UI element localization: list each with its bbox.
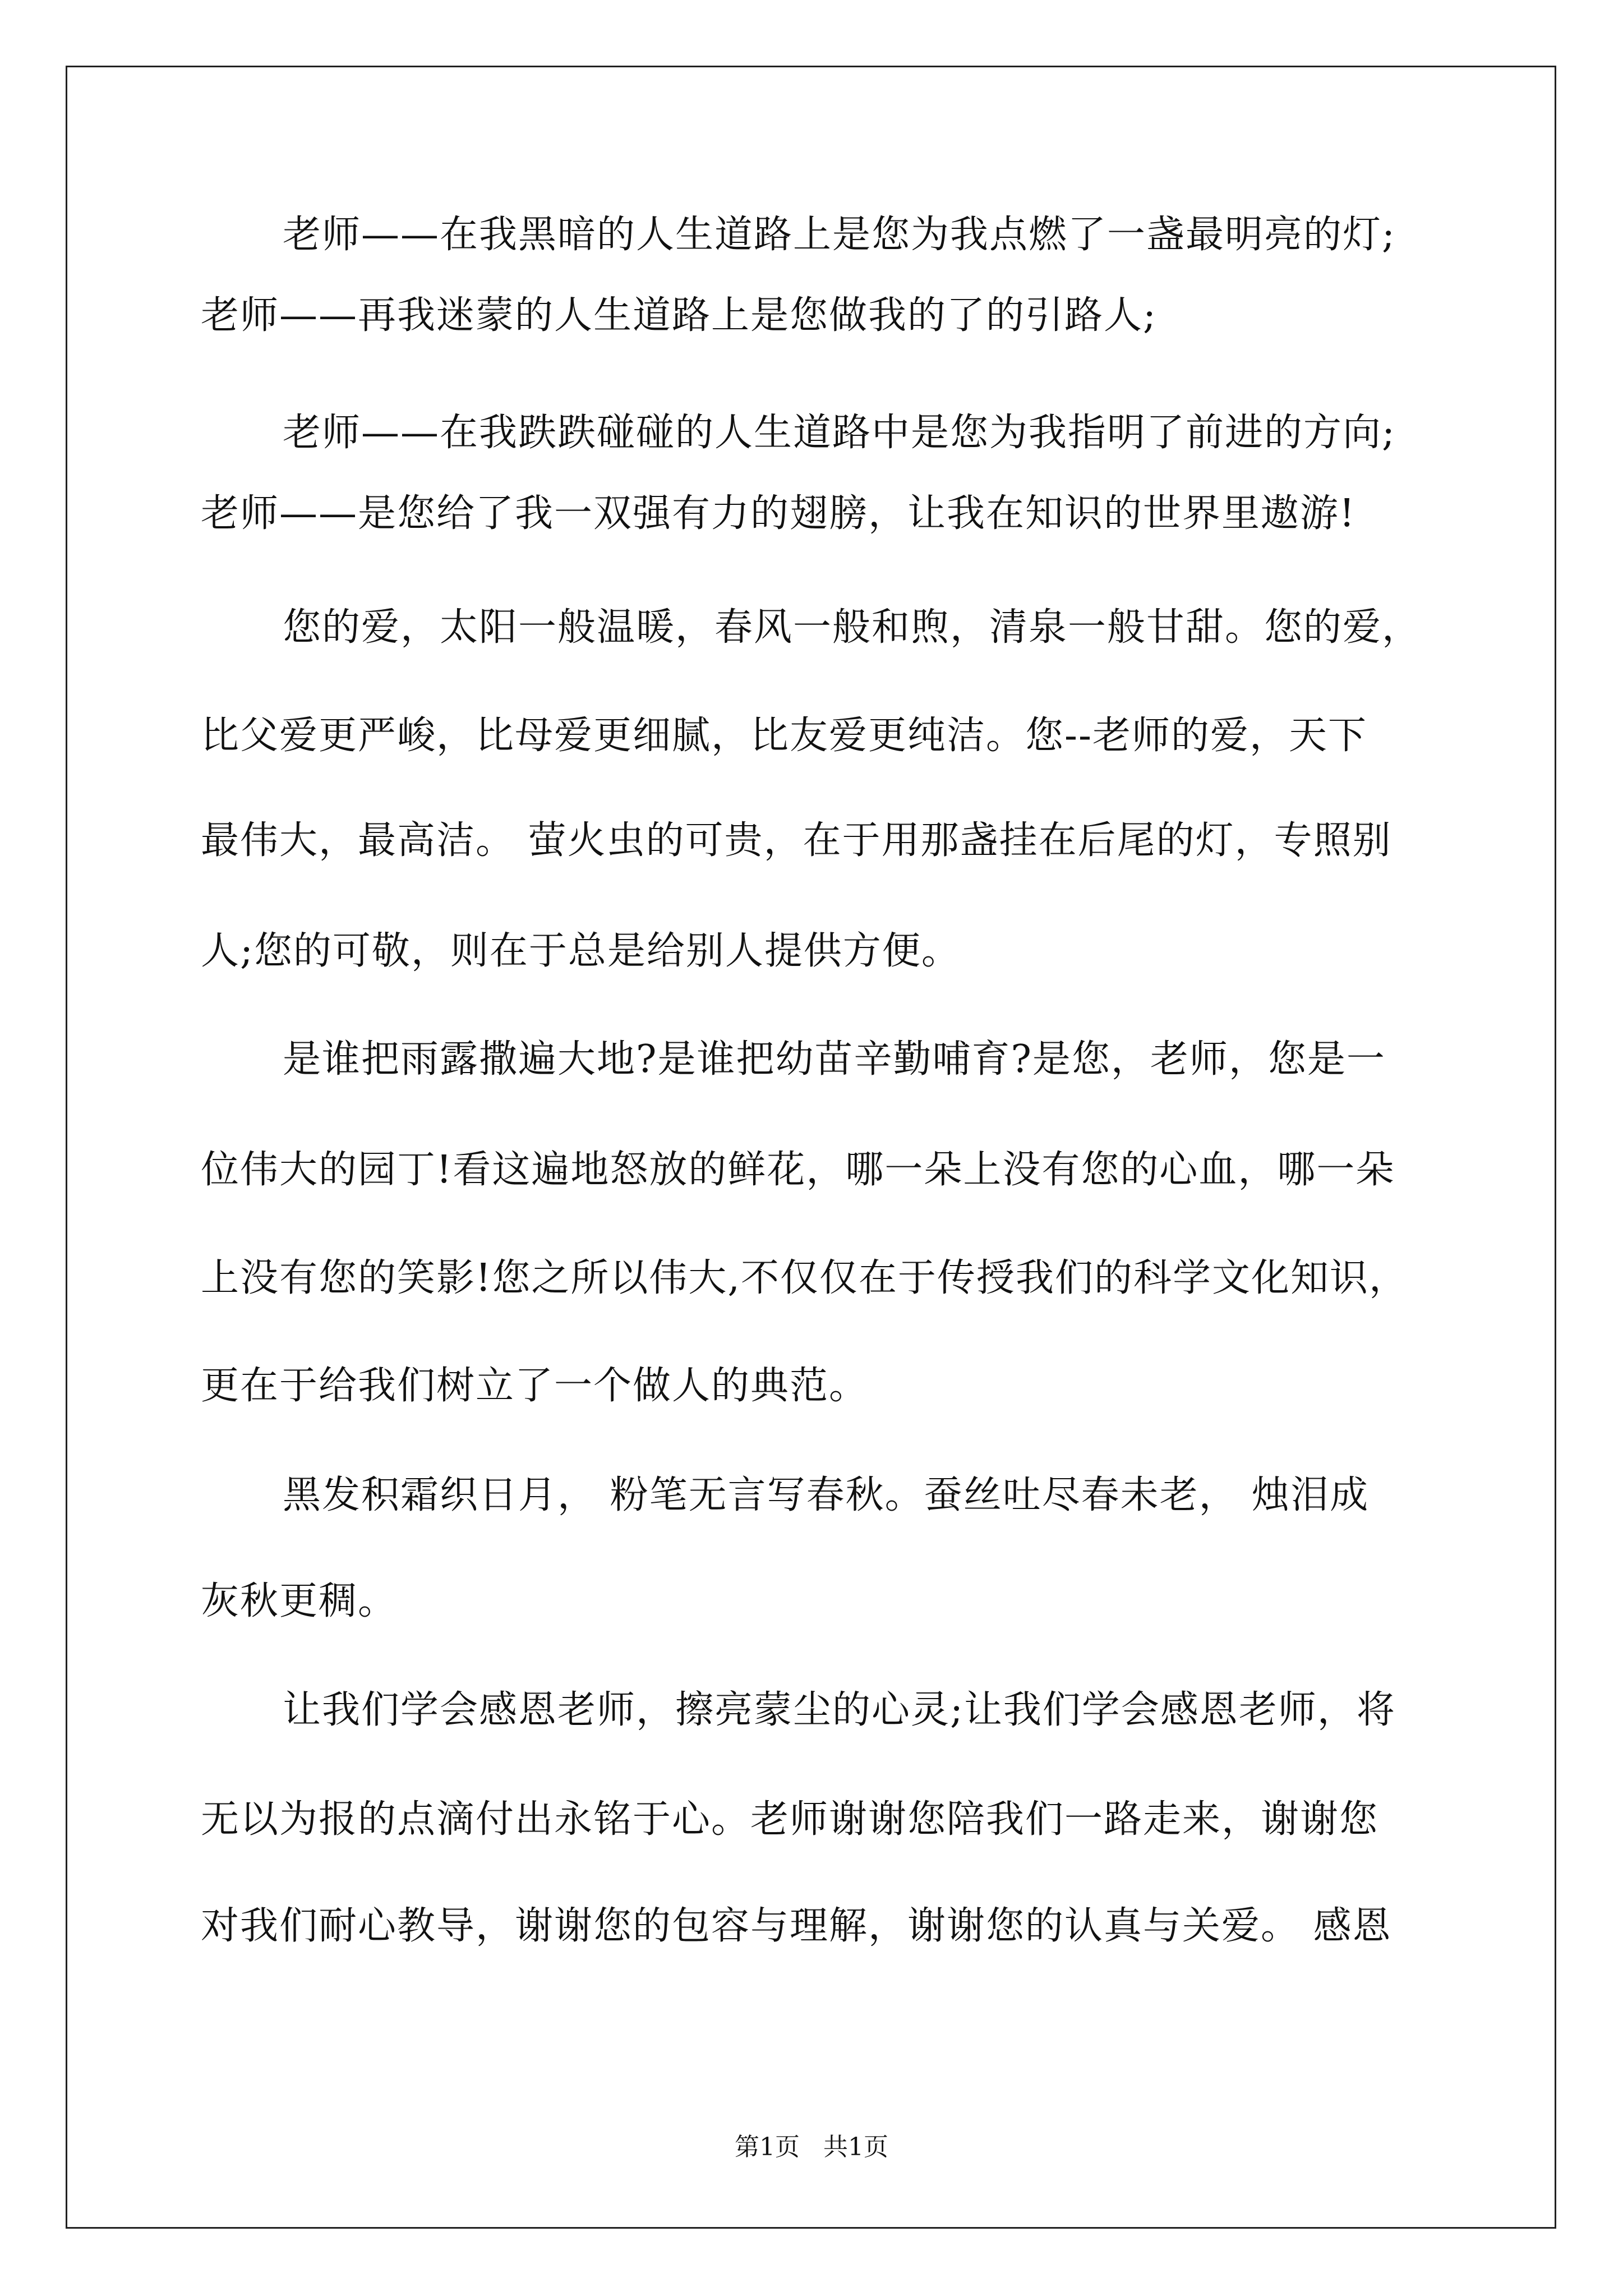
text-line: 对我们耐心教导，谢谢您的包容与理解，谢谢您的认真与关爱。 感恩 bbox=[201, 1904, 1392, 1948]
text-line: 老师——是您给了我一双强有力的翅膀，让我在知识的世界里遨游! bbox=[201, 491, 1356, 536]
text-line: 是谁把雨露撒遍大地?是谁把幼苗辛勤哺育?是您，老师，您是一 bbox=[283, 1037, 1386, 1082]
text-line: 比父爱更严峻，比母爱更细腻，比友爱更纯洁。您--老师的爱，天下 bbox=[201, 714, 1367, 758]
text-line: 上没有您的笑影!您之所以伟大,不仅仅在于传授我们的科学文化知识， bbox=[201, 1256, 1408, 1300]
text-line: 无以为报的点滴付出永铭于心。老师谢谢您陪我们一路走来，谢谢您 bbox=[201, 1797, 1379, 1842]
text-line: 更在于给我们树立了一个做人的典范。 bbox=[201, 1364, 869, 1408]
page-number-total: 共1页 bbox=[823, 2133, 888, 2161]
text-line: 您的爱，太阳一般温暖，春风一般和煦，清泉一般甘甜。您的爱， bbox=[283, 605, 1422, 650]
text-line: 最伟大，最高洁。 萤火虫的可贵，在于用那盏挂在后尾的灯，专照别 bbox=[201, 818, 1392, 863]
text-line: 老师——在我黑暗的人生道路上是您为我点燃了一盏最明亮的灯; bbox=[283, 213, 1396, 257]
text-line: 黑发积霜织日月， 粉笔无言写春秋。蚕丝吐尽春未老， 烛泪成 bbox=[283, 1473, 1370, 1517]
page-number-current: 第1页 bbox=[735, 2133, 800, 2161]
text-line: 灰秋更稠。 bbox=[201, 1579, 398, 1623]
page-footer bbox=[0, 2131, 1623, 2164]
text-line: 位伟大的园丁!看这遍地怒放的鲜花，哪一朵上没有您的心血，哪一朵 bbox=[201, 1148, 1395, 1192]
text-line: 人;您的可敬，则在于总是给别人提供方便。 bbox=[201, 929, 961, 973]
text-line: 老师——在我跌跌碰碰的人生道路中是您为我指明了前进的方向; bbox=[283, 411, 1396, 455]
text-line: 让我们学会感恩老师，擦亮蒙尘的心灵;让我们学会感恩老师，将 bbox=[283, 1688, 1396, 1732]
text-line: 老师——再我迷蒙的人生道路上是您做我的了的引路人; bbox=[201, 293, 1157, 338]
